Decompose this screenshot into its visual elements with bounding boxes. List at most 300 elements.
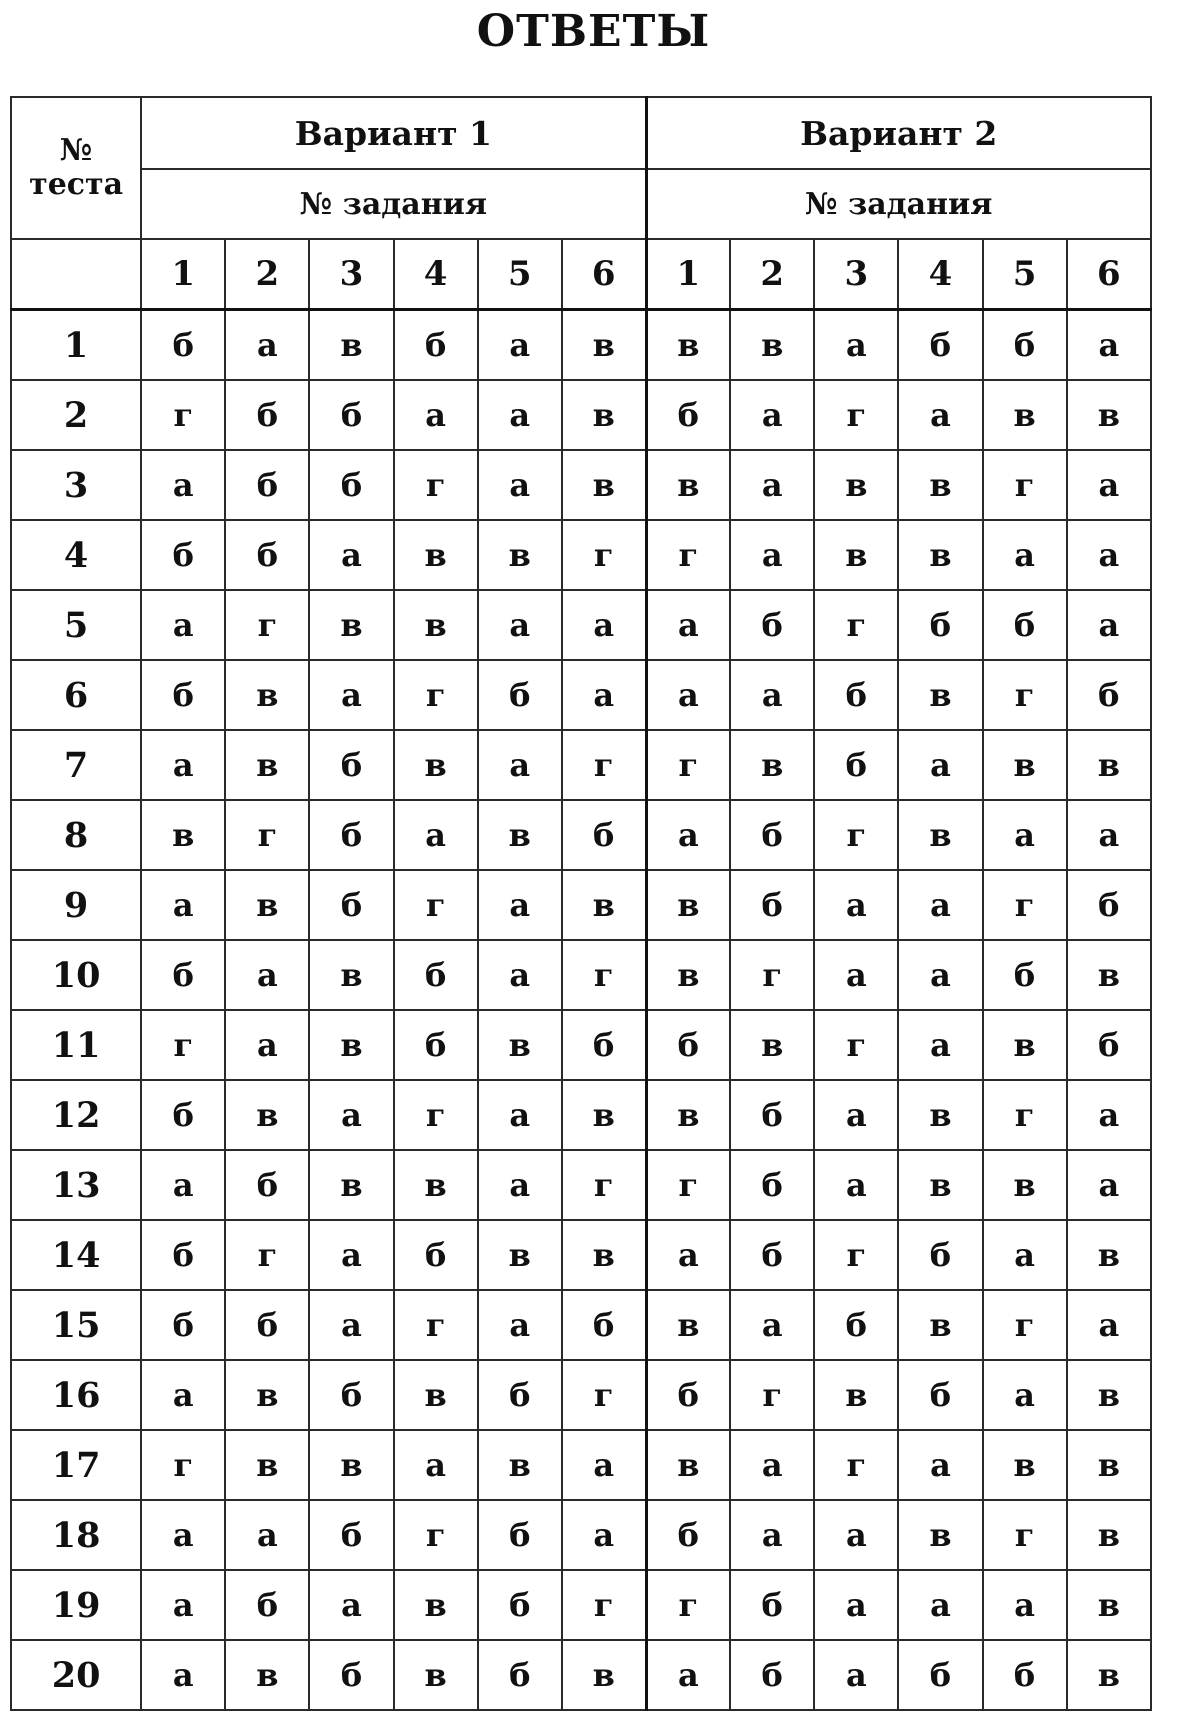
- answer-cell: а: [1067, 1080, 1151, 1150]
- answer-cell: а: [730, 660, 814, 730]
- answer-cell: г: [562, 940, 646, 1010]
- answer-cell: в: [983, 380, 1067, 450]
- answer-cell: в: [814, 1360, 898, 1430]
- answer-cell: г: [730, 940, 814, 1010]
- answer-cell: г: [225, 590, 309, 660]
- answer-cell: в: [225, 1640, 309, 1710]
- answer-cell: г: [983, 870, 1067, 940]
- answer-cell: а: [1067, 1290, 1151, 1360]
- answer-cell: в: [225, 870, 309, 940]
- answer-cell: г: [562, 730, 646, 800]
- answer-cell: в: [394, 1570, 478, 1640]
- answer-cell: а: [898, 1010, 982, 1080]
- task-numbers-row: [11, 239, 1151, 310]
- answer-cell: а: [478, 730, 562, 800]
- answer-cell: в: [898, 520, 982, 590]
- answer-cell: а: [141, 1640, 225, 1710]
- answer-cell: а: [562, 1500, 646, 1570]
- answer-cell: б: [646, 1010, 730, 1080]
- answer-cell: г: [394, 1500, 478, 1570]
- answer-cell: в: [562, 450, 646, 520]
- answer-cell: г: [814, 800, 898, 870]
- answer-cell: б: [983, 1640, 1067, 1710]
- answer-cell: г: [394, 870, 478, 940]
- answer-cell: а: [141, 870, 225, 940]
- task-number: 1: [141, 239, 225, 310]
- answer-cell: а: [141, 590, 225, 660]
- test-number: 10: [11, 940, 141, 1010]
- answer-cell: в: [898, 1290, 982, 1360]
- answers-table: [10, 96, 1152, 1711]
- answer-cell: в: [898, 1080, 982, 1150]
- answer-cell: в: [309, 590, 393, 660]
- answer-cell: в: [898, 1500, 982, 1570]
- answer-cell: б: [646, 1360, 730, 1430]
- test-number: 5: [11, 590, 141, 660]
- answer-cell: а: [646, 1220, 730, 1290]
- answer-cell: в: [1067, 1500, 1151, 1570]
- answer-cell: г: [394, 1290, 478, 1360]
- test-number: 19: [11, 1570, 141, 1640]
- answer-cell: а: [898, 1430, 982, 1500]
- answer-cell: в: [309, 1010, 393, 1080]
- answer-cell: а: [478, 1150, 562, 1220]
- test-number: 8: [11, 800, 141, 870]
- answer-cell: в: [646, 450, 730, 520]
- answer-cell: а: [983, 1360, 1067, 1430]
- answer-cell: а: [141, 1500, 225, 1570]
- answer-cell: б: [814, 1290, 898, 1360]
- test-number: 6: [11, 660, 141, 730]
- answer-cell: б: [730, 800, 814, 870]
- answer-cell: а: [983, 1570, 1067, 1640]
- answer-cell: г: [646, 1570, 730, 1640]
- answer-cell: г: [562, 520, 646, 590]
- answer-cell: в: [1067, 1570, 1151, 1640]
- variant-1-task-header: № задания: [141, 169, 646, 239]
- answer-cell: а: [225, 1500, 309, 1570]
- answer-cell: в: [730, 310, 814, 381]
- answer-cell: а: [898, 870, 982, 940]
- answer-cell: б: [730, 1220, 814, 1290]
- answer-cell: г: [814, 590, 898, 660]
- answer-cell: б: [562, 800, 646, 870]
- answer-cell: в: [1067, 940, 1151, 1010]
- answer-cell: в: [562, 1220, 646, 1290]
- answer-cell: б: [983, 590, 1067, 660]
- answer-cell: в: [225, 730, 309, 800]
- answer-cell: а: [814, 870, 898, 940]
- answer-cell: б: [898, 590, 982, 660]
- answer-cell: а: [1067, 310, 1151, 381]
- answer-cell: в: [1067, 1220, 1151, 1290]
- task-number: 3: [309, 239, 393, 310]
- answer-cell: б: [309, 870, 393, 940]
- answer-cell: а: [394, 800, 478, 870]
- answer-cell: в: [394, 590, 478, 660]
- answer-cell: в: [898, 660, 982, 730]
- test-number: 15: [11, 1290, 141, 1360]
- answer-cell: а: [1067, 590, 1151, 660]
- answer-cell: а: [730, 380, 814, 450]
- task-number: 5: [983, 239, 1067, 310]
- test-number: 2: [11, 380, 141, 450]
- table-row: [11, 1430, 1151, 1500]
- answer-cell: а: [1067, 800, 1151, 870]
- table-row: [11, 1360, 1151, 1430]
- test-number: 3: [11, 450, 141, 520]
- answer-cell: в: [562, 1640, 646, 1710]
- answer-cell: г: [730, 1360, 814, 1430]
- test-number: 7: [11, 730, 141, 800]
- answer-cell: а: [478, 310, 562, 381]
- answer-cell: г: [562, 1150, 646, 1220]
- answer-cell: в: [225, 1080, 309, 1150]
- variant-2-header: Вариант 2: [646, 97, 1151, 169]
- answer-cell: б: [730, 1570, 814, 1640]
- table-row: [11, 870, 1151, 940]
- answer-cell: г: [646, 730, 730, 800]
- answer-cell: а: [814, 1640, 898, 1710]
- answer-cell: в: [983, 1430, 1067, 1500]
- answer-cell: а: [478, 940, 562, 1010]
- answer-cell: в: [1067, 380, 1151, 450]
- table-row: [11, 1010, 1151, 1080]
- answer-cell: а: [1067, 1150, 1151, 1220]
- answer-cell: в: [983, 730, 1067, 800]
- answer-cell: в: [562, 1080, 646, 1150]
- answer-cell: б: [814, 730, 898, 800]
- table-row: [11, 940, 1151, 1010]
- answer-cell: б: [394, 940, 478, 1010]
- answer-cell: г: [141, 1430, 225, 1500]
- answer-cell: в: [394, 520, 478, 590]
- answer-cell: в: [646, 1080, 730, 1150]
- answer-cell: б: [1067, 660, 1151, 730]
- answer-cell: а: [225, 1010, 309, 1080]
- answer-cell: г: [983, 1290, 1067, 1360]
- test-number: 16: [11, 1360, 141, 1430]
- answer-cell: в: [898, 1150, 982, 1220]
- answer-cell: а: [562, 1430, 646, 1500]
- answer-cell: г: [983, 450, 1067, 520]
- answer-cell: в: [730, 730, 814, 800]
- table-row: [11, 660, 1151, 730]
- table-row: [11, 520, 1151, 590]
- answer-cell: г: [646, 1150, 730, 1220]
- table-row: [11, 800, 1151, 870]
- answer-cell: б: [814, 660, 898, 730]
- task-number: 4: [898, 239, 982, 310]
- answer-cell: в: [394, 730, 478, 800]
- test-number: 14: [11, 1220, 141, 1290]
- answer-cell: а: [898, 730, 982, 800]
- answer-cell: в: [646, 940, 730, 1010]
- answer-cell: в: [814, 520, 898, 590]
- answer-cell: а: [983, 520, 1067, 590]
- table-row: [11, 450, 1151, 520]
- test-number: 11: [11, 1010, 141, 1080]
- answer-cell: а: [309, 1570, 393, 1640]
- answer-cell: г: [983, 1500, 1067, 1570]
- test-number: 18: [11, 1500, 141, 1570]
- answer-cell: в: [478, 800, 562, 870]
- answer-cell: б: [309, 1360, 393, 1430]
- answer-cell: б: [898, 1360, 982, 1430]
- answer-cell: а: [562, 590, 646, 660]
- answer-cell: г: [814, 1430, 898, 1500]
- task-number: 2: [730, 239, 814, 310]
- answer-cell: а: [141, 1360, 225, 1430]
- answer-cell: г: [562, 1360, 646, 1430]
- variant-2-task-header: № задания: [646, 169, 1151, 239]
- answer-cell: г: [225, 1220, 309, 1290]
- answer-cell: б: [225, 1150, 309, 1220]
- table-row: [11, 1500, 1151, 1570]
- answer-cell: а: [1067, 520, 1151, 590]
- answer-cell: в: [225, 1430, 309, 1500]
- answer-cell: б: [141, 660, 225, 730]
- answer-cell: в: [394, 1360, 478, 1430]
- answer-cell: а: [225, 940, 309, 1010]
- answer-cell: б: [141, 940, 225, 1010]
- answer-cell: б: [309, 730, 393, 800]
- answer-cell: б: [730, 1150, 814, 1220]
- answer-cell: а: [309, 660, 393, 730]
- answer-cell: б: [394, 310, 478, 381]
- answer-cell: г: [225, 800, 309, 870]
- answer-cell: б: [394, 1220, 478, 1290]
- answer-cell: г: [141, 1010, 225, 1080]
- answer-cell: б: [141, 520, 225, 590]
- answer-cell: б: [646, 380, 730, 450]
- answer-cell: а: [814, 1570, 898, 1640]
- answer-cell: а: [141, 1570, 225, 1640]
- task-number: 2: [225, 239, 309, 310]
- task-number: 3: [814, 239, 898, 310]
- answer-cell: в: [478, 1220, 562, 1290]
- answer-cell: а: [309, 1220, 393, 1290]
- answer-cell: а: [1067, 450, 1151, 520]
- answer-cell: в: [1067, 1430, 1151, 1500]
- answer-cell: в: [478, 1430, 562, 1500]
- table-row: [11, 590, 1151, 660]
- answer-cell: в: [1067, 1360, 1151, 1430]
- task-number: 6: [562, 239, 646, 310]
- answer-cell: а: [814, 940, 898, 1010]
- answer-cell: в: [898, 800, 982, 870]
- page-title: ОТВЕТЫ: [476, 6, 711, 57]
- answer-cell: а: [646, 590, 730, 660]
- answer-cell: в: [562, 870, 646, 940]
- answer-cell: б: [225, 1570, 309, 1640]
- answer-cell: б: [309, 1500, 393, 1570]
- table-row: [11, 1290, 1151, 1360]
- test-number-header: № теста: [11, 97, 141, 239]
- answer-cell: б: [730, 1640, 814, 1710]
- answer-cell: б: [562, 1290, 646, 1360]
- task-number: 5: [478, 239, 562, 310]
- test-number: 17: [11, 1430, 141, 1500]
- answer-cell: в: [562, 380, 646, 450]
- answer-cell: б: [898, 1220, 982, 1290]
- answer-cell: в: [394, 1640, 478, 1710]
- answer-cell: г: [646, 520, 730, 590]
- answer-cell: г: [394, 450, 478, 520]
- answer-cell: б: [225, 450, 309, 520]
- answer-cell: в: [225, 660, 309, 730]
- answer-cell: г: [141, 380, 225, 450]
- answer-cell: б: [141, 1220, 225, 1290]
- answer-cell: г: [814, 380, 898, 450]
- answer-cell: б: [225, 380, 309, 450]
- answer-cell: а: [478, 1290, 562, 1360]
- answer-cell: в: [141, 800, 225, 870]
- answer-cell: б: [730, 870, 814, 940]
- answer-cell: в: [814, 450, 898, 520]
- answer-cell: г: [562, 1570, 646, 1640]
- answer-cell: а: [141, 1150, 225, 1220]
- answer-cell: в: [1067, 1640, 1151, 1710]
- answer-cell: б: [478, 1500, 562, 1570]
- answer-cell: б: [983, 310, 1067, 381]
- test-number: 1: [11, 310, 141, 381]
- answer-cell: а: [141, 450, 225, 520]
- answer-cell: а: [646, 800, 730, 870]
- answer-cell: б: [730, 590, 814, 660]
- answer-cell: а: [898, 380, 982, 450]
- task-number: 1: [646, 239, 730, 310]
- answer-cell: б: [983, 940, 1067, 1010]
- answer-cell: б: [898, 310, 982, 381]
- test-number: 4: [11, 520, 141, 590]
- answer-cell: б: [141, 1290, 225, 1360]
- table-row: [11, 380, 1151, 450]
- answer-cell: г: [394, 1080, 478, 1150]
- answer-cell: б: [394, 1010, 478, 1080]
- answer-cell: г: [814, 1010, 898, 1080]
- answer-cell: а: [898, 940, 982, 1010]
- answer-cell: б: [1067, 1010, 1151, 1080]
- answer-cell: а: [478, 590, 562, 660]
- table-row: [11, 1640, 1151, 1710]
- answer-cell: а: [562, 660, 646, 730]
- answer-cell: б: [478, 1360, 562, 1430]
- answer-cell: в: [309, 1430, 393, 1500]
- table-row: [11, 1080, 1151, 1150]
- table-row: [11, 310, 1151, 381]
- task-number: 4: [394, 239, 478, 310]
- answer-cell: а: [309, 1290, 393, 1360]
- blank-header-cell: [11, 239, 141, 310]
- answer-cell: б: [646, 1500, 730, 1570]
- answer-cell: а: [478, 380, 562, 450]
- answer-cell: в: [562, 310, 646, 381]
- answer-cell: г: [983, 1080, 1067, 1150]
- answer-cell: а: [814, 310, 898, 381]
- answer-cell: в: [646, 1430, 730, 1500]
- answer-cell: б: [478, 1640, 562, 1710]
- answer-cell: а: [478, 870, 562, 940]
- answer-cell: б: [309, 380, 393, 450]
- answer-cell: б: [1067, 870, 1151, 940]
- answer-cell: а: [730, 1500, 814, 1570]
- answer-cell: г: [983, 660, 1067, 730]
- answer-cell: в: [983, 1150, 1067, 1220]
- answer-cell: а: [225, 310, 309, 381]
- answer-cell: а: [646, 1640, 730, 1710]
- answer-cell: а: [141, 730, 225, 800]
- answer-cell: в: [478, 1010, 562, 1080]
- answer-cell: б: [730, 1080, 814, 1150]
- answer-cell: в: [309, 940, 393, 1010]
- answer-cell: в: [730, 1010, 814, 1080]
- answer-cell: а: [814, 1080, 898, 1150]
- answer-cell: в: [646, 870, 730, 940]
- answer-cell: а: [309, 1080, 393, 1150]
- answer-cell: г: [814, 1220, 898, 1290]
- answer-cell: а: [898, 1570, 982, 1640]
- answer-cell: б: [478, 660, 562, 730]
- task-number: 6: [1067, 239, 1151, 310]
- answer-cell: б: [309, 1640, 393, 1710]
- answer-cell: б: [141, 310, 225, 381]
- answer-cell: б: [309, 800, 393, 870]
- answer-cell: а: [309, 520, 393, 590]
- answer-cell: а: [394, 380, 478, 450]
- answer-cell: а: [730, 520, 814, 590]
- answer-cell: б: [309, 450, 393, 520]
- answer-cell: а: [983, 1220, 1067, 1290]
- answer-cell: а: [478, 450, 562, 520]
- answer-cell: а: [983, 800, 1067, 870]
- answer-cell: б: [562, 1010, 646, 1080]
- answer-cell: б: [225, 1290, 309, 1360]
- answer-cell: а: [814, 1500, 898, 1570]
- test-number: 20: [11, 1640, 141, 1710]
- answer-cell: в: [309, 310, 393, 381]
- answer-cell: а: [814, 1150, 898, 1220]
- answer-rows: [11, 310, 1151, 1711]
- answer-cell: в: [646, 1290, 730, 1360]
- answer-cell: а: [394, 1430, 478, 1500]
- answer-cell: а: [646, 660, 730, 730]
- answer-cell: в: [1067, 730, 1151, 800]
- table-row: [11, 1570, 1151, 1640]
- answer-cell: в: [309, 1150, 393, 1220]
- answer-cell: б: [898, 1640, 982, 1710]
- answer-cell: в: [225, 1360, 309, 1430]
- test-number: 9: [11, 870, 141, 940]
- answer-cell: в: [898, 450, 982, 520]
- answer-cell: в: [646, 310, 730, 381]
- variant-1-header: Вариант 1: [141, 97, 646, 169]
- answer-cell: г: [394, 660, 478, 730]
- answer-cell: а: [478, 1080, 562, 1150]
- table-row: [11, 1150, 1151, 1220]
- table-row: [11, 1220, 1151, 1290]
- answer-cell: а: [730, 1430, 814, 1500]
- answer-cell: б: [225, 520, 309, 590]
- answer-cell: а: [730, 450, 814, 520]
- test-number: 13: [11, 1150, 141, 1220]
- answer-cell: в: [478, 520, 562, 590]
- answer-cell: в: [394, 1150, 478, 1220]
- answer-cell: а: [730, 1290, 814, 1360]
- table-row: [11, 730, 1151, 800]
- test-number: 12: [11, 1080, 141, 1150]
- answer-cell: в: [983, 1010, 1067, 1080]
